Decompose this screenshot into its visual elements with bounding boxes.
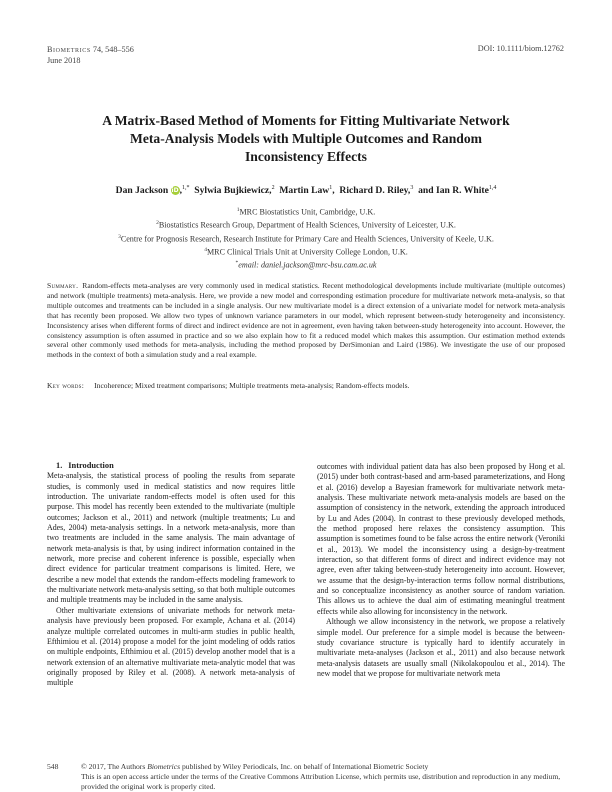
- doi-link[interactable]: DOI: 10.1111/biom.12762: [477, 44, 564, 53]
- copyright-notice: © 2017, The Authors Biometrics published by Wiley Periodicals, Inc. on behalf of International Biometric Society This is an open access article under the terms of the Creative Commons Attribution License, which permits use, distribution and reproduction in any medium, provided the original work is properly cited.: [81, 762, 561, 791]
- keywords-text: Incoherence; Mixed treatment comparisons; Multiple treatments meta-analysis; Random-effects models.: [94, 381, 410, 390]
- author-name[interactable]: Martin Law: [279, 185, 330, 197]
- affiliation-line: $^3$Centre for Prognosis Research, Research Institute for Primary Care and Health Sciences, University of Keele, U.K.: [118, 233, 494, 244]
- author-affil-sup: 2: [271, 185, 275, 191]
- author-affil-sup: 1: [329, 185, 333, 191]
- affiliation-line: $^4$MRC Clinical Trials Unit at University College London, U.K.: [204, 246, 408, 257]
- page-number: 548: [47, 762, 59, 771]
- page-footer: [47, 762, 565, 792]
- paragraph: Although we allow inconsistency in the network, we propose a relatively simple model. Our preference for a simple model is because the between-study covariance structure is typically hard to identify accurately in multivariate meta-analyses (Jackson et al., 2011) and also because network meta-analysis datasets are usually small (Nikolakopoulou et al., 2014). The new model that we propose for multivariate network meta: [317, 617, 565, 678]
- author-name[interactable]: Sylwia Bujkiewicz,: [194, 185, 272, 197]
- body-column-right: [317, 462, 565, 679]
- author-affil-sup: 1,4: [488, 185, 497, 191]
- license-text[interactable]: This is an open access article under the terms of the Creative Commons Attribution License, which permits use, distribution and reproduction in any medium, provided the original work is properly cited.: [81, 772, 561, 791]
- paragraph: Meta-analysis, the statistical process of pooling the results from separate studies, is commonly used in medical statistics and now requires little introduction. The univariate random-effects model is often used for this purpose. This model has recently been extended to the multivariate (multiple outcomes; Jackson et al., 2011) and network (multiple treatments; Lu and Ades, 2004) meta-analysis settings. In a network meta-analysis, more than two treatments are included in the same analysis. The main advantage of network meta-analysis is that, by using indirect information contained in the network, more precise and coherent inference is possible, especially when direct evidence for particular treatment comparisons is limited. Here, we describe a new model that extends the random-effects modeling framework to the multivariate network meta-analysis setting, so that both multiple outcomes and multiple treatments may be included in the same analysis.: [47, 471, 295, 605]
- paragraph: Other multivariate extensions of univariate methods for network meta-analysis have previously been proposed. For example, Achana et al. (2014) analyze multiple correlated outcomes in multi-arm studies in public health, Efthimiou et al. (2014) propose a model for the joint modeling of odds ratios on multiple endpoints, Efthimiou et al. (2015) develop another model that is a network extension of an alternative multivariate meta-analytic model that was originally proposed by Riley et al. (2008). A network meta-analysis of multiple: [47, 605, 295, 688]
- author-name[interactable]: and Ian R. White: [418, 185, 489, 197]
- journal-name: Biometrics: [47, 45, 91, 54]
- author-name[interactable]: Dan Jackson: [115, 185, 169, 197]
- section-heading: 1. Introduction: [56, 461, 114, 470]
- author-name[interactable]: Richard D. Riley,: [339, 185, 411, 197]
- abstract-label: Summary.: [47, 281, 79, 290]
- volume-pages: 74, 548–556: [92, 45, 134, 54]
- author-list: Dan Jackson iD,$^{1,*}$ Sylwia Bujkiewicz,$^2$ Martin Law$^1$, Richard D. Riley,$^3$ and Ian R. White$^{1,4}$: [115, 185, 497, 197]
- orcid-icon[interactable]: iD: [171, 187, 179, 195]
- title-line: Meta-Analysis Models with Multiple Outcomes and Random: [130, 131, 482, 146]
- keywords-label: Key words:: [47, 381, 85, 390]
- title-line: A Matrix-Based Method of Moments for Fitting Multivariate Network: [102, 113, 510, 128]
- running-header-left: [47, 44, 134, 66]
- affiliation-line: $^1$MRC Biostatistics Unit, Cambridge, U.K.: [236, 207, 376, 217]
- abstract-text: Random-effects meta-analyses are very commonly used in medical statistics. Recent methodological developments include multivariate (multiple outcomes) and network (multiple treatments) meta-analysis. Here, we provide a new model and corresponding estimation procedure for multivariate network meta-analysis, so that multiple outcomes and treatments can be included in a single analysis. Our new multivariate model is a direct extension of a univariate model for network meta-analysis that has recently been proposed. We allow two types of unknown variance parameters in our model, which represent between-study heterogeneity and inconsistency. Inconsistency arises when different forms of direct and indirect evidence are not in agreement, even having taken between-study heterogeneity into account. However, the consistency assumption is often assumed in practice and so we also explain how to fit a reduced model which makes this assumption. Our estimation method extends several other commonly used methods for meta-analysis, including the method proposed by DerSimonian and Laird (1986). We investigate the use of our proposed methods in the context of both a simulation study and a real example.: [47, 281, 565, 360]
- corresponding-email[interactable]: *email: daniel.jackson@mrc-bsu.cam.ac.uk: [235, 260, 377, 270]
- abstract: [47, 281, 565, 360]
- author-affil-sup: 1,*: [181, 185, 190, 191]
- article-title: [40, 112, 572, 166]
- issue-date: June 2018: [47, 56, 81, 65]
- affiliation-line: $^2$Biostatistics Research Group, Department of Health Sciences, University of Leicester, U.K.: [156, 220, 456, 230]
- title-line: Inconsistency Effects: [245, 149, 367, 164]
- body-column-left: [47, 461, 295, 689]
- affiliations: [40, 205, 572, 271]
- keywords: [47, 381, 565, 390]
- author-affil-sup: 3: [410, 185, 414, 191]
- paragraph: outcomes with individual patient data has also been proposed by Hong et al. (2015) under both contrast-based and arm-based parameterizations, and Hong et al. (2016) develop a Bayesian framework for multivariate network meta-analysis. These multivariate network meta-analysis models are based on the assumption of consistency in the network, extending the approach introduced by Lu and Ades (2004). In contrast to these previously developed methods, the method proposed here relaxes the consistency assumption. This assumption is sometimes found to be false across the entire network (Veroniki et al., 2013). We model the inconsistency using a design-by-treatment interaction, so that different forms of direct and indirect evidence may not agree, even after taking between-study heterogeneity into account. However, we assume that the design-by-interaction terms follow normal distributions, and so conceptualize inconsistency as another source of random variation. This allows us to achieve the dual aim of estimating meaningful treatment effects while also allowing for inconsistency in the network.: [317, 462, 565, 616]
